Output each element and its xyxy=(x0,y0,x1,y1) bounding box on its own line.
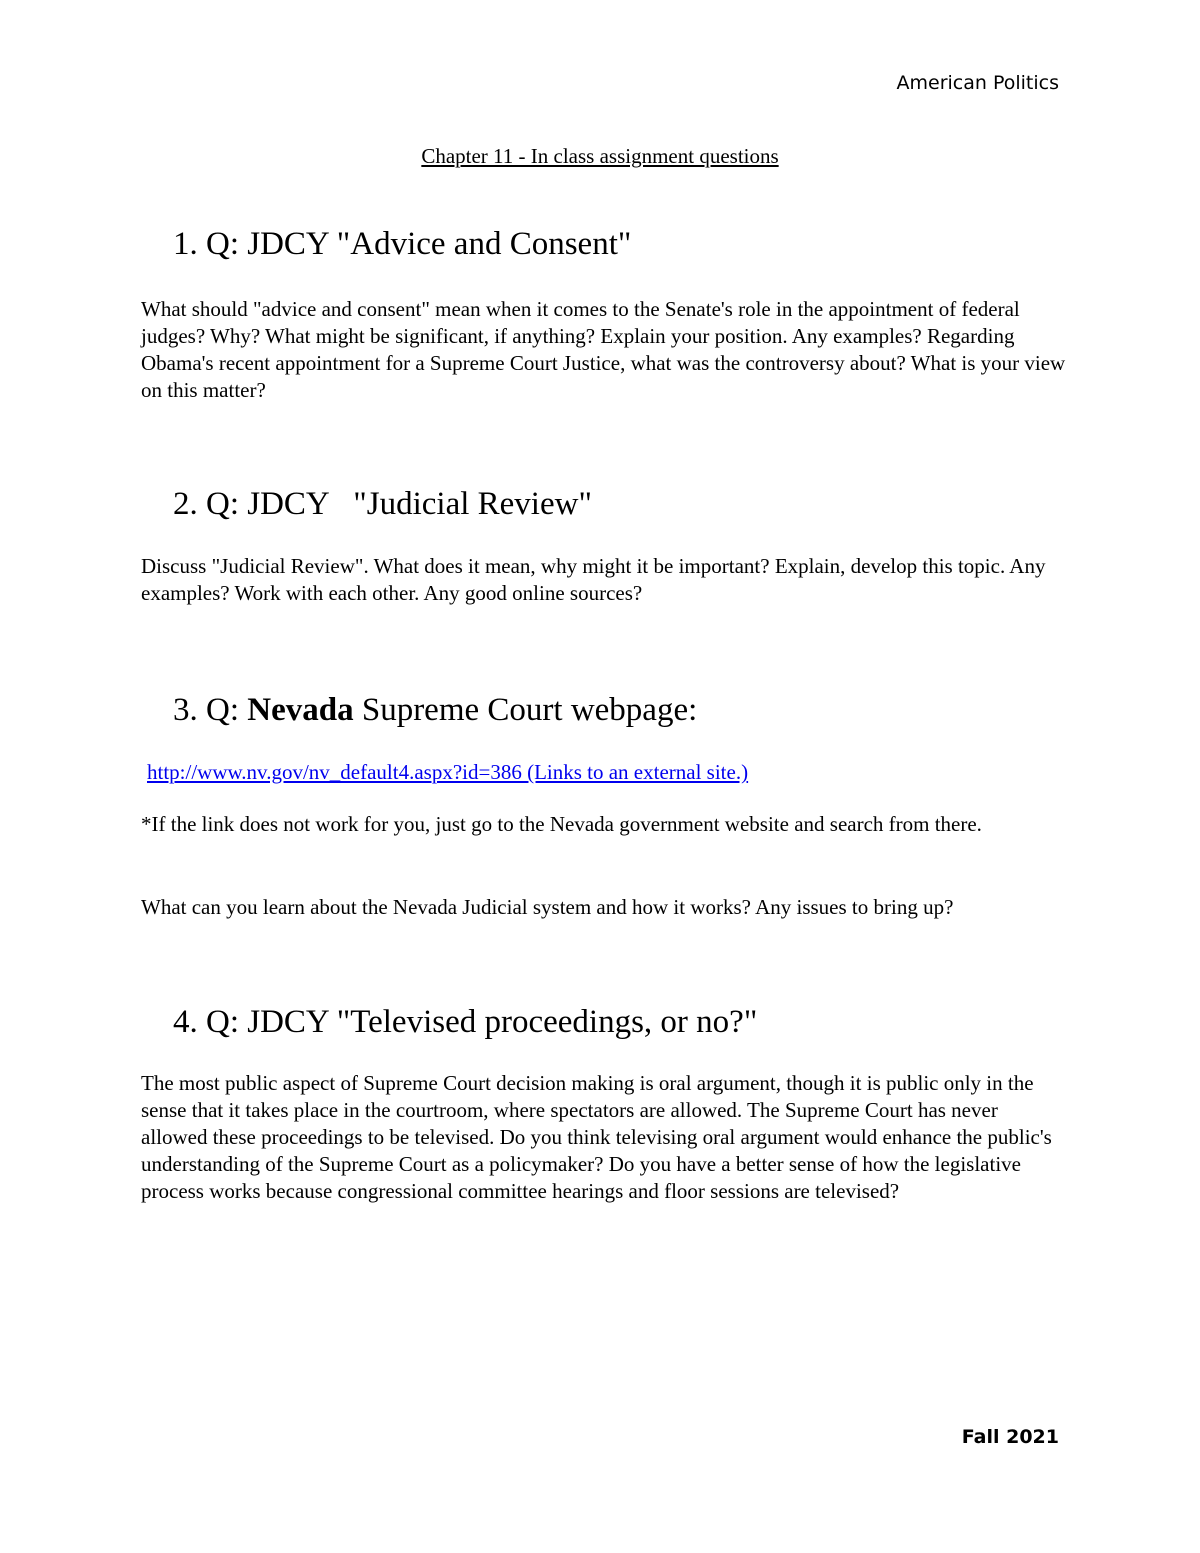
term-footer: Fall 2021 xyxy=(961,1426,1059,1448)
question-2-body: Discuss "Judicial Review". What does it mean, why might it be important? Explain, develop this topic. Any examples? Work with each other. Any good online sources? xyxy=(141,554,1046,605)
question-1-body: What should "advice and consent" mean when it comes to the Senate's role in the appointment of federal judges? Why? What might be significant, if anything? Explain your position. Any examples? Regarding Obama's recent appointment for a Supreme Court Justice, what was the controversy about? What is your view on this matter? xyxy=(141,297,1066,402)
document-title: Chapter 11 - In class assignment questions xyxy=(421,144,779,168)
question-4-heading: 4. Q: JDCY "Televised proceedings, or no?" xyxy=(173,1004,758,1040)
question-1-heading: 1. Q: JDCY "Advice and Consent" xyxy=(173,226,632,262)
question-3-heading-suffix: Supreme Court webpage: xyxy=(353,692,698,728)
nevada-court-link[interactable]: http://www.nv.gov/nv_default4.aspx?id=386 (Links to an external site.) xyxy=(147,760,749,784)
question-2-heading: 2. Q: JDCY "Judicial Review" xyxy=(173,486,592,522)
question-3-heading-prefix: 3. Q: xyxy=(173,692,248,728)
course-header: American Politics xyxy=(896,72,1059,94)
question-3-heading xyxy=(173,692,697,729)
question-3-body: What can you learn about the Nevada Judicial system and how it works? Any issues to bring up? xyxy=(141,895,954,919)
question-3-heading-bold: Nevada xyxy=(247,692,354,728)
question-4-body: The most public aspect of Supreme Court decision making is oral argument, though it is public only in the sense that it takes place in the courtroom, where spectators are allowed. The Supreme Court has never allowed these proceedings to be televised. Do you think televising oral argument would enhance the public's understanding of the Supreme Court as a policymaker? Do you have a better sense of how the legislative process works because congressional committee hearings and floor sessions are televised? xyxy=(141,1071,1052,1203)
question-3-note: *If the link does not work for you, just go to the Nevada government website and search from there. xyxy=(141,812,982,836)
